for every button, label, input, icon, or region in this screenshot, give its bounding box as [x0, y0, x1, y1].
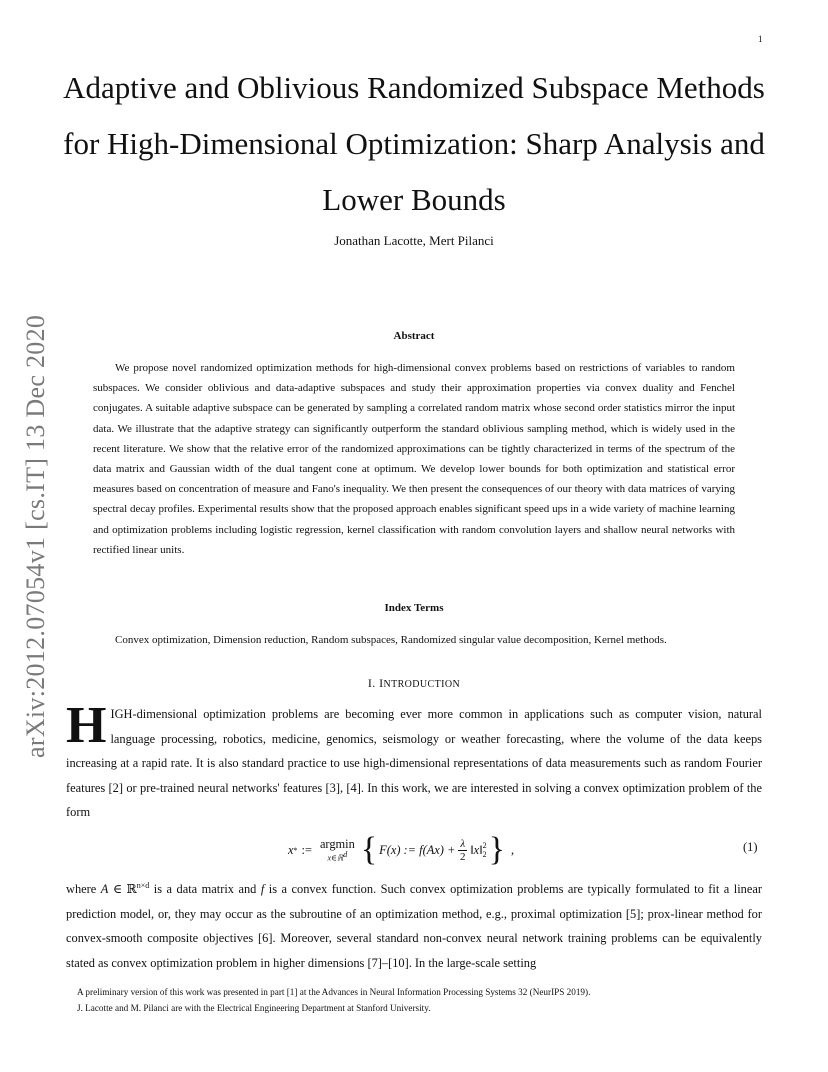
footnote-preliminary: A preliminary version of this work was presented in part [1] at the Advances in Neural Information Processing Systems 32 (NeurIPS 2019). — [77, 987, 591, 997]
post-equation-paragraph — [66, 874, 762, 976]
abstract-heading: Abstract — [393, 330, 435, 342]
eq-fraction — [458, 838, 467, 863]
eq-argmin-sub-text: x∈ℝ — [327, 853, 344, 863]
eq-argmin — [320, 837, 355, 863]
author-list: Jonathan Lacotte, Mert Pilanci — [334, 233, 494, 248]
eq-lhs-sup: * — [293, 845, 298, 855]
arxiv-identifier: arXiv:2012.07054v1 [cs.IT] 13 Dec 2020 — [21, 314, 50, 758]
eq-argmin-sub-sup: d — [343, 850, 348, 860]
section-heading-introduction — [60, 676, 768, 691]
eq-norm-sub: 2 — [482, 850, 487, 859]
eq-argmin-sub — [327, 850, 347, 863]
post-eq-a: where — [66, 882, 101, 897]
equation-1 — [288, 830, 514, 870]
eq-assign: := — [301, 842, 312, 857]
eq-brace-open: { — [360, 831, 378, 868]
index-terms-heading: Index Terms — [384, 602, 444, 614]
equation-number: (1) — [743, 840, 758, 854]
paper-title: Adaptive and Oblivious Randomized Subspace Methods for High-Dimensional Optimization: Sharp Analysis and Lower Bounds — [63, 70, 765, 217]
drop-cap: H — [66, 697, 107, 754]
introduction-text: IGH-dimensional optimization problems are becoming ever more common in applications such as computer vision, natural language processing, robotics, medicine, genomics, seismology or weather forecasting, where the volume of the data keeps increasing at a rapid rate. It is also standard practice to use high-dimensional representations of data measurements such as random Fourier features [2] or pre-trained neural networks' features [3], [4]. In this work, we are interested in solving a convex optimization problem of the form — [66, 707, 762, 820]
section-title-initial: I — [379, 676, 384, 690]
abstract-text: We propose novel randomized optimization methods for high-dimensional convex problems based on restrictions of variables to random subspaces. We consider oblivious and data-adaptive subspaces and study their approximation properties via convex duality and Fenchel conjugates. A suitable adaptive subspace can be generated by sampling a correlated random matrix whose second order statistics mirror the input data. We illustrate that the adaptive strategy can significantly outperform the standard oblivious sampling method, which is widely used in the recent literature. We show that the relative error of the randomized approximations can be tightly characterized in terms of the spectrum of the data matrix and Gaussian width of the dual tangent cone at optimum. We develop lower bounds for both optimization and statistical error measures based on concentration of measure and Fano's inequality. We then present the consequences of our theory with data matrices of varying spectral decay profiles. Experimental results show that the proposed approach enables significant speed ups in a wide variety of machine learning and optimization problems including logistic regression, kernel classification with random convolution layers and shallow neural networks with rectified linear units. — [93, 362, 735, 556]
post-eq-sup: n×d — [136, 881, 150, 890]
page-number: 1 — [758, 34, 763, 44]
eq-frac-den: 2 — [460, 850, 466, 863]
post-eq-b: is a data matrix and — [149, 882, 261, 897]
footnotes — [66, 984, 762, 1016]
post-eq-f: f — [260, 882, 265, 897]
eq-norm-sup: 2 — [482, 841, 487, 850]
introduction-paragraph — [66, 697, 762, 825]
footnote-affiliation: J. Lacotte and M. Pilanci are with the Electrical Engineering Department at Stanford University. — [77, 1003, 431, 1013]
eq-frac-num: λ — [460, 837, 466, 850]
post-eq-A: A — [100, 882, 109, 897]
eq-argmin-op: argmin — [319, 837, 355, 852]
eq-lhs: x — [288, 842, 294, 857]
eq-body: F(x) := f(Ax) + — [379, 842, 456, 857]
eq-norm-scripts — [483, 841, 487, 859]
index-terms-text: Convex optimization, Dimension reduction, Random subspaces, Randomized singular value decomposition, Kernel methods. — [115, 634, 667, 646]
post-eq-c: is a convex function. Such convex optimization problems are typically formulated to fit a linear prediction model, or, they may occur as the subroutine of an optimization method, e.g., proximal optimization [5]; prox-linear method for convex-smooth composite objectives [6]. Moreover, several standard non-convex neural network training problems can be equivalently stated as convex optimization problem in higher dimensions [7]–[10]. In the large-scale setting — [66, 882, 762, 970]
section-title-rest: NTRODUCTION — [383, 679, 461, 690]
eq-norm: ‖x‖ — [470, 842, 483, 857]
post-eq-in: ∈ ℝ — [108, 882, 137, 897]
section-number: I. — [367, 676, 376, 690]
eq-brace-close: } — [488, 831, 505, 868]
eq-trail: , — [510, 842, 515, 857]
